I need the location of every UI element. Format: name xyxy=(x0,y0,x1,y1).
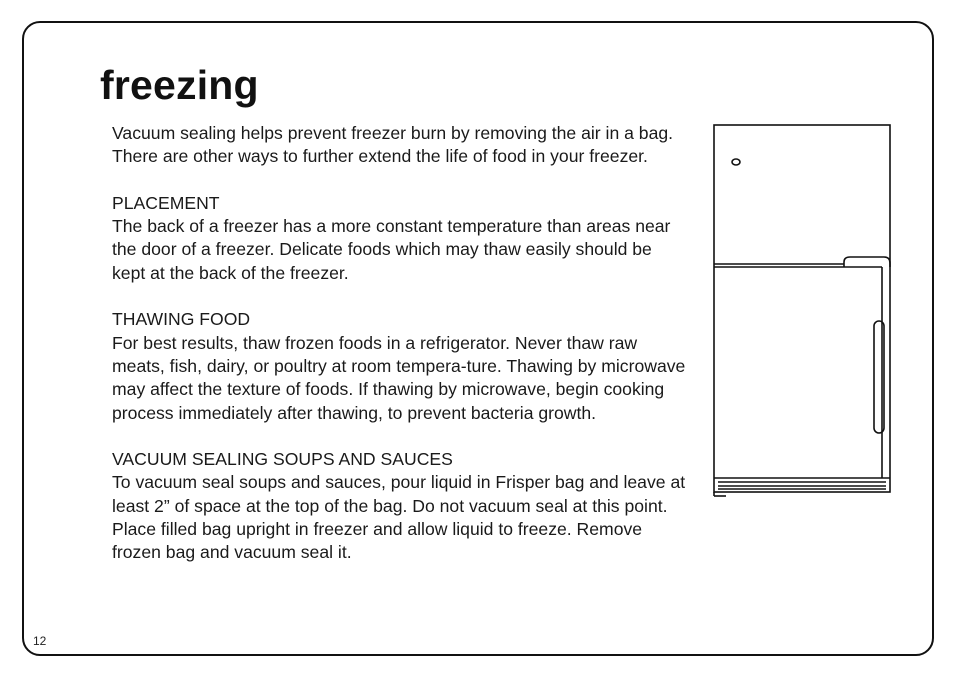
section-heading-soups-sauces: VACUUM SEALING SOUPS AND SAUCES xyxy=(112,449,453,470)
page-number: 12 xyxy=(33,634,47,648)
content-column xyxy=(112,122,687,565)
intro-paragraph: Vacuum sealing helps prevent freezer burn by removing the air in a bag. There are other ways to further extend the life of food in your freezer. xyxy=(112,123,674,167)
section-heading-thawing-food: THAWING FOOD xyxy=(112,309,251,330)
fridge-door-lip xyxy=(844,257,890,267)
section-body-thawing-food: For best results, thaw frozen foods in a refrigerator. Never thaw raw meats, fish, dairy, or poultry at room tempera-ture. Thawing by microwave may affect the texture of foods. If thawing by microwave, begin cooking process immediately after thawing, to prevent bacteria growth. xyxy=(112,332,686,423)
refrigerator-icon xyxy=(710,122,894,500)
section-body-placement: The back of a freezer has a more constant temperature than areas near the door of a freezer. Delicate foods which may thaw easily should be kept at the back of the freezer. xyxy=(112,216,671,283)
section-heading-placement: PLACEMENT xyxy=(112,192,220,213)
fridge-body xyxy=(714,125,890,492)
section-body-soups-sauces: To vacuum seal soups and sauces, pour liquid in Frisper bag and leave at least 2” of space at the top of the bag. Do not vacuum seal at this point. Place filled bag upright in freezer and allow liquid to freeze. Remove frozen bag and vacuum seal it. xyxy=(112,472,686,563)
freezer-handle xyxy=(732,159,740,165)
page-title: freezing xyxy=(100,62,259,108)
